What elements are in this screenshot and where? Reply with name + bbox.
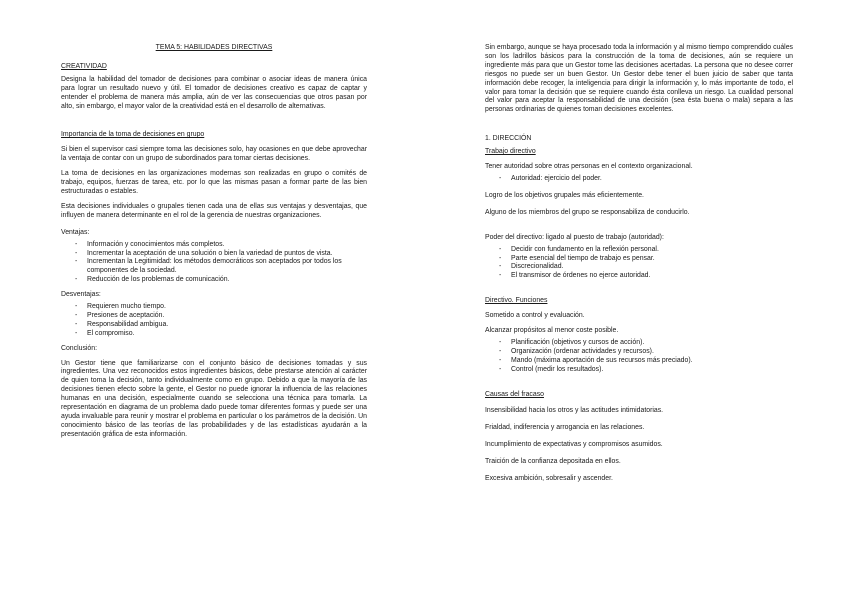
list-item: - Mando (máxima aportación de sus recursos más preciado). [499,357,793,366]
list-item: - Autoridad: ejercicio del poder. [499,175,793,184]
importancia-paragraph-2: La toma de decisiones en las organizaciones modernas son realizadas en grupo o comités de trabajo, equipos, fuerzas de tarea, etc. por lo que las mismas pasan a formar parte de las bien estructuradas o estables. [61,170,367,195]
fracaso-heading: Causas del fracaso [485,390,544,398]
creatividad-paragraph: Designa la habilidad del tomador de decisiones para combinar o asociar ideas de manera única para lograr un resultado nuevo y útil. El tomador de decisiones creativo es capaz de captar y entender el problema de manera más amplia, aún de ver las consecuencias que otros pasan por alto, sin embargo, el mayor valor de la creatividad está en el desarrollo de alternativas. [61,75,367,110]
funciones-heading: Directivo. Funciones [485,297,548,305]
list-item: - Reducción de los problemas de comunicación. [75,276,367,285]
ventajas-heading: Ventajas: [61,228,90,236]
importancia-paragraph-3: Esta decisiones individuales o grupales tienen cada una de ellas sus ventajas y desventajas, que influyen de manera determinante en el rol de la gerencia de nuestras organizaciones. [61,202,367,219]
fracaso-line: Frialdad, indiferencia y arrogancia en las relaciones. [485,424,645,432]
trabajo-paragraph-3: Alguno de los miembros del grupo se responsabiliza de conducirlo. [485,208,690,216]
desventajas-list [61,303,367,339]
ventajas-list [61,241,367,286]
funciones-paragraph-1: Sometido a control y evaluación. [485,312,585,320]
list-item: - Control (medir los resultados). [499,366,793,375]
list-item: - Requieren mucho tiempo. [75,303,367,312]
poder-heading: Poder del directivo: ligado al puesto de trabajo (autoridad): [485,233,664,241]
direccion-heading: 1. DIRECCIÓN [485,135,532,143]
list-item: - Responsabilidad ambigua. [75,321,367,330]
list-item: - Discrecionalidad. [499,263,793,272]
funciones-list [485,339,793,375]
fracaso-line: Excesiva ambición, sobresalir y ascender. [485,475,613,483]
importancia-paragraph-1: Si bien el supervisor casi siempre toma las decisiones solo, hay ocasiones en que debe aprovechar la ventaja de contar con un grupo de subordinados para tomar ciertas decisiones. [61,146,367,163]
desventajas-heading: Desventajas: [61,291,101,299]
right-column [485,44,793,484]
fracaso-line: Incumplimiento de expectativas y compromisos asumidos. [485,441,663,449]
creatividad-heading: CREATIVIDAD [61,62,107,70]
trabajo-heading: Trabajo directivo [485,148,536,156]
trabajo-list [485,175,793,184]
funciones-paragraph-2: Alcanzar propósitos al menor coste posible. [485,327,619,335]
fracaso-line: Traición de la confianza depositada en ellos. [485,458,621,466]
left-column [61,44,367,440]
conclusion-heading: Conclusión: [61,344,98,352]
intro-paragraph: Sin embargo, aunque se haya procesado toda la información y al mismo tiempo comprendido cuáles son los ladrillos básicos para la construcción de la toma de decisiones, aún se requiere un ingrediente más para que un Gestor tome las decisiones acertadas. La persona que no desee correr riesgos no puede ser un buen Gestor. Un Gestor debe tener el buen juicio de saber que tanta información debe recoger, la inteligencia para dirigir la información y, lo más importante de todo, el valor para tomar la decisión que se requiere cuando ésta conlleva un riesgo. La cualidad personal del valor para aceptar la responsabilidad de una decisión (sea ésta buena o mala) separa a las personas ordinarias de quienes toman decisiones excelentes. [485,44,793,114]
importancia-heading: Importancia de la toma de decisiones en grupo [61,131,205,139]
list-item: - Organización (ordenar actividades y recursos). [499,348,793,357]
trabajo-paragraph-1: Tener autoridad sobre otras personas en el contexto organizacional. [485,163,693,171]
list-item: - Planificación (objetivos y cursos de acción). [499,339,793,348]
list-item: - Incrementan la Legitimidad: los métodos democráticos son aceptados por todos los componentes de la sociedad. [75,258,367,276]
document-title: TEMA 5: HABILIDADES DIRECTIVAS [155,44,273,51]
conclusion-paragraph: Un Gestor tiene que familiarizarse con el conjunto básico de decisiones tomadas y sus ingredientes. Una vez reconocidos estos ingredientes básicos, debe prestarse atención al carácter de quien toma la decisión, tanto individualmente como en grupo. Debido a que la mayoría de las decisiones tienen efecto sobre la gente, el Gestor no puede ignorar la influencia de las relaciones humanas en una decisión, especialmente cuando se selecciona una técnica para tomarla. La representación en diagrama de un problema dado puede tomar diferentes formas y puede ser una ayuda invaluable para reunir y mostrar el problema en particular o los parámetros de la decisión. Un conocimiento básico de las teorías de las probabilidades y de las estadísticas ayudarán a la presentación gráfica de esta información. [61,359,367,438]
list-item: - Decidir con fundamento en la reflexión personal. [499,246,793,255]
list-item: - Presiones de aceptación. [75,312,367,321]
poder-list [485,246,793,282]
list-item: - Información y conocimientos más completos. [75,241,367,250]
list-item: - Parte esencial del tiempo de trabajo es pensar. [499,255,793,264]
fracaso-line: Insensibilidad hacia los otros y las actitudes intimidatorias. [485,407,664,415]
trabajo-paragraph-2: Logro de los objetivos grupales más eficientemente. [485,191,644,199]
list-item: - Incrementar la aceptación de una solución o bien la variedad de puntos de vista. [75,250,367,259]
list-item: - El compromiso. [75,330,367,339]
list-item: - El transmisor de órdenes no ejerce autoridad. [499,272,793,281]
